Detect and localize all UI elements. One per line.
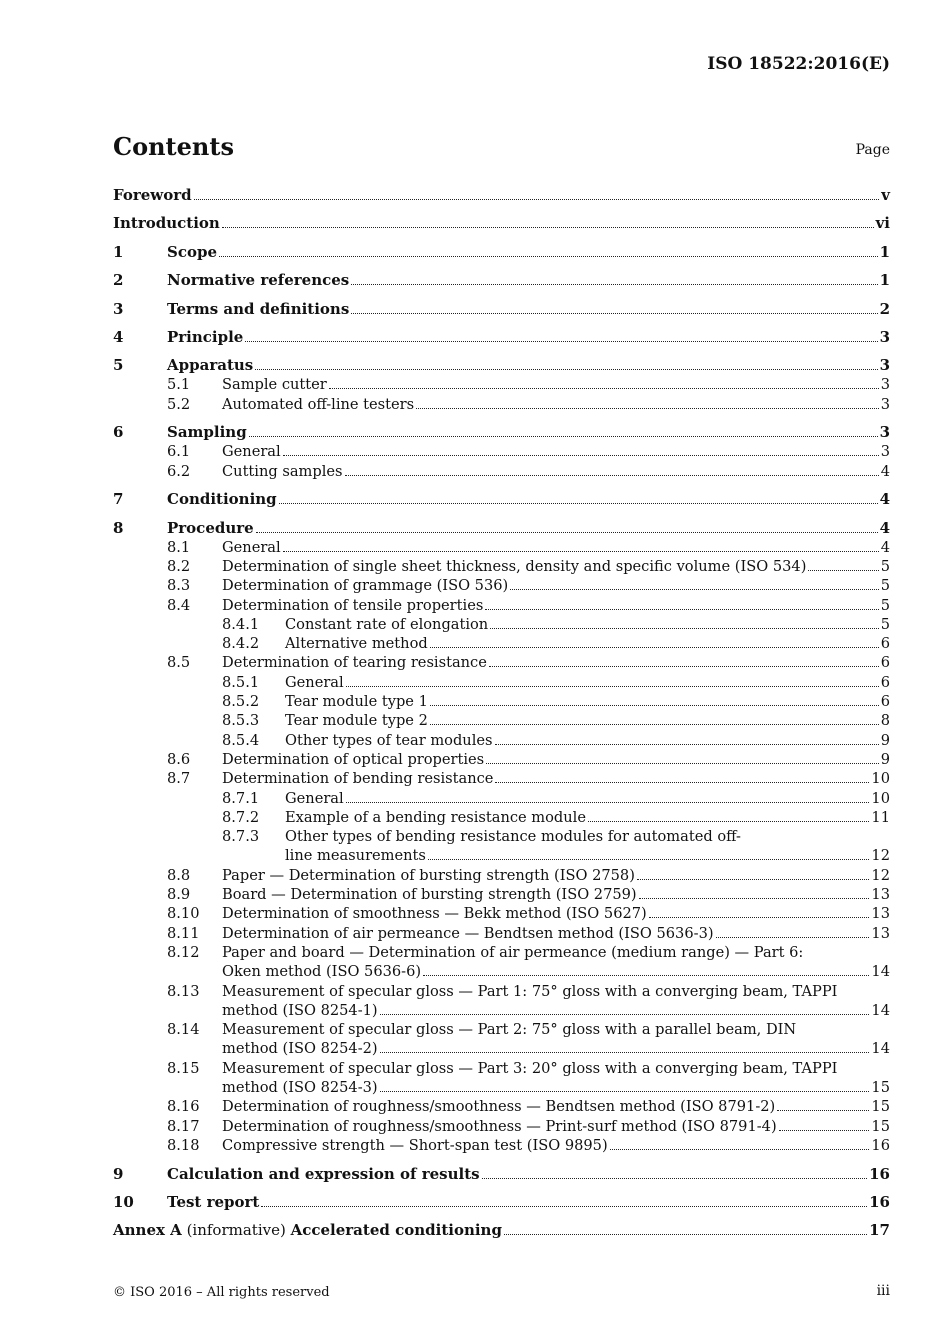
- toc-entry-title: Test report: [167, 1192, 260, 1211]
- toc-entry[interactable]: [113, 1136, 890, 1155]
- toc-entry-title: Determination of grammage (ISO 536): [222, 577, 509, 595]
- toc-entry[interactable]: [113, 750, 890, 769]
- dot-leader: [808, 570, 878, 571]
- toc-entry-title: Determination of roughness/smoothness — Print-surf method (ISO 8791-4): [222, 1117, 777, 1135]
- toc-entry-page: 17: [869, 1221, 890, 1240]
- toc-entry-number: 10: [113, 1192, 134, 1211]
- toc-entry[interactable]: [113, 634, 890, 653]
- toc-entry-page: 4: [880, 538, 890, 556]
- toc-entry-title-line1: Measurement of specular gloss — Part 2: 75° gloss with a parallel beam, DIN: [222, 1021, 797, 1039]
- dot-leader: [428, 859, 870, 860]
- toc-entry-page: 14: [871, 1001, 890, 1019]
- toc-entry-title: Determination of smoothness — Bekk method (ISO 5627): [222, 905, 647, 923]
- toc-entry[interactable]: [113, 1164, 890, 1184]
- dot-leader: [485, 609, 878, 610]
- toc-entry-title: Terms and definitions: [167, 299, 350, 318]
- dot-leader: [777, 1110, 869, 1111]
- toc-entry-title-line1: Paper and board — Determination of air permeance (medium range) — Part 6:: [222, 943, 804, 961]
- toc-entry[interactable]: [113, 185, 890, 205]
- toc-entry-page: 4: [880, 462, 890, 480]
- toc-entry[interactable]: [113, 904, 890, 923]
- dot-leader: [346, 686, 879, 687]
- toc-entry-number: 8.5.4: [222, 731, 260, 749]
- toc-entry-number: 8.4.2: [222, 635, 260, 653]
- dot-leader: [345, 475, 879, 476]
- toc-entry-title: Sample cutter: [222, 376, 327, 394]
- toc-entry-page: 10: [871, 789, 890, 807]
- toc-entry-title: Tear module type 1: [285, 693, 428, 711]
- toc-entry-title: Foreword: [113, 186, 192, 204]
- toc-entry[interactable]: [113, 242, 890, 262]
- toc-entry-title: Example of a bending resistance module: [285, 808, 586, 826]
- dot-leader: [255, 369, 877, 370]
- toc-entry[interactable]: [113, 442, 890, 461]
- dot-leader: [283, 551, 879, 552]
- toc-entry[interactable]: [113, 692, 890, 711]
- toc-entry[interactable]: [113, 422, 890, 442]
- toc-entry-title: Normative references: [167, 271, 350, 290]
- dot-leader: [610, 1149, 870, 1150]
- dot-leader: [256, 532, 878, 533]
- toc-entry-page: 3: [879, 423, 890, 442]
- toc-entry-title: method (ISO 8254-1): [222, 1001, 378, 1019]
- toc-entry-title: Sampling: [167, 423, 247, 442]
- dot-leader: [351, 313, 877, 314]
- dot-leader: [489, 666, 879, 667]
- dot-leader: [649, 917, 870, 918]
- toc-entry-title: Determination of tensile properties: [222, 596, 484, 614]
- toc-entry-page: 1: [879, 271, 890, 290]
- toc-entry[interactable]: [113, 489, 890, 509]
- toc-entry[interactable]: [113, 943, 890, 982]
- dot-leader: [279, 503, 878, 504]
- toc-entry-title: Other types of tear modules: [285, 731, 493, 749]
- toc-entry-number: 9: [113, 1164, 124, 1183]
- toc-entry[interactable]: [113, 462, 890, 481]
- toc-entry-title: Determination of roughness/smoothness — Bendtsen method (ISO 8791-2): [222, 1098, 776, 1116]
- dot-leader: [482, 1178, 868, 1179]
- toc-entry-number: 5.1: [167, 376, 191, 394]
- toc-entry-number: 8.7.2: [222, 808, 260, 826]
- toc-entry-title: Apparatus: [167, 356, 254, 375]
- toc-entry-page: 13: [871, 886, 890, 904]
- toc-entry[interactable]: [113, 1020, 890, 1059]
- toc-entry[interactable]: [113, 885, 890, 904]
- dot-leader: [588, 821, 869, 822]
- toc-entry-number: 8.14: [167, 1021, 200, 1039]
- toc-entry-page: 5: [880, 577, 890, 595]
- toc-entry-page: 5: [880, 558, 890, 575]
- toc-entry[interactable]: [113, 1192, 890, 1212]
- toc-entry-number: 8.10: [167, 905, 200, 923]
- toc-entry-number: 8.13: [167, 982, 200, 1000]
- toc-entry-page: 3: [880, 443, 890, 461]
- toc-entry[interactable]: [113, 355, 890, 375]
- toc-entry-page: 11: [871, 808, 890, 826]
- toc-entry-page: 10: [871, 770, 890, 788]
- toc-entry[interactable]: [113, 866, 890, 885]
- toc-entry-page: 8: [880, 712, 890, 730]
- annex-label: Annex A: [113, 1221, 182, 1240]
- toc-entry-title: Constant rate of elongation: [285, 615, 489, 633]
- toc-entry-page: 6: [880, 635, 890, 653]
- toc-entry-page: 13: [871, 905, 890, 923]
- toc-entry-title: Principle: [167, 327, 244, 346]
- toc-entry-page: 16: [869, 1164, 890, 1183]
- dot-leader: [430, 647, 879, 648]
- toc-entry-title: line measurements: [285, 847, 426, 865]
- toc-entry[interactable]: [113, 299, 890, 319]
- toc-entry-number: 8.4.1: [222, 615, 260, 633]
- toc-entry-number: 3: [113, 299, 124, 318]
- toc-entry-page: 3: [880, 376, 890, 394]
- toc-entry-number: 8.7: [167, 770, 191, 788]
- toc-entry-title-line1: Measurement of specular gloss — Part 3: 20° gloss with a converging beam, TAPPI: [222, 1059, 838, 1077]
- footer-copyright: © ISO 2016 – All rights reserved: [113, 1285, 330, 1300]
- dot-leader: [380, 1014, 870, 1015]
- toc-entry[interactable]: [113, 1059, 890, 1098]
- toc-entry[interactable]: [113, 1097, 890, 1116]
- toc-entry-title: Determination of optical properties: [222, 750, 485, 768]
- toc-entry-page: 6: [880, 673, 890, 691]
- toc-entry-number: 8.17: [167, 1117, 200, 1135]
- dot-leader: [380, 1052, 870, 1053]
- toc-entry-title: Determination of air permeance — Bendtsen method (ISO 5636-3): [222, 924, 714, 942]
- toc-entry-number: 8.8: [167, 866, 191, 884]
- toc-entry-number: 8.18: [167, 1136, 200, 1154]
- toc-entry-number: 8.4: [167, 596, 191, 614]
- toc-entry-page: 4: [879, 490, 890, 509]
- toc-entry-page: 4: [879, 518, 890, 537]
- toc-entry-number: 6.1: [167, 443, 191, 461]
- toc-entry-title: Automated off-line testers: [222, 395, 415, 413]
- toc-entry-number: 8.1: [167, 538, 191, 556]
- toc-entry-title-line1: Measurement of specular gloss — Part 1: 75° gloss with a converging beam, TAPPI: [222, 982, 838, 1000]
- toc-entry-number: 8.5.2: [222, 693, 260, 711]
- toc-entry-page: 2: [879, 299, 890, 318]
- footer-page-number: iii: [876, 1283, 890, 1299]
- dot-leader: [423, 975, 869, 976]
- toc-entry-page: 3: [879, 327, 890, 346]
- toc-entry-title: Introduction: [113, 214, 220, 233]
- toc-entry-number: 1: [113, 242, 124, 261]
- toc-entry-number: 8.12: [167, 943, 200, 961]
- toc-entry-page: 12: [871, 866, 890, 884]
- toc-entry-title: Compressive strength — Short-span test (ISO 9895): [222, 1136, 608, 1154]
- toc-entry[interactable]: [113, 327, 890, 347]
- toc-entry-number: 8.9: [167, 886, 191, 904]
- toc-entry-number: 8.7.3: [222, 828, 260, 846]
- toc-entry[interactable]: [113, 1117, 890, 1136]
- toc-entry-number: 7: [113, 490, 124, 509]
- annex-type: (informative): [181, 1221, 291, 1240]
- toc-entry[interactable]: [113, 789, 890, 808]
- toc-entry-number: 2: [113, 271, 124, 290]
- toc-entry-page: 9: [880, 750, 890, 768]
- toc-entry[interactable]: [113, 596, 890, 615]
- toc-entry-title: General: [222, 538, 281, 556]
- toc-entry-number: 5: [113, 356, 124, 375]
- toc-entry[interactable]: [113, 375, 890, 394]
- dot-leader: [261, 1206, 867, 1207]
- toc-entry[interactable]: [113, 827, 890, 866]
- toc-entry-title: Oken method (ISO 5636-6): [222, 963, 422, 981]
- toc-entry-number: 8.5.3: [222, 712, 260, 730]
- toc-entry-number: 8.5: [167, 654, 191, 672]
- toc-entry-title: method (ISO 8254-2): [222, 1040, 378, 1058]
- toc-entry[interactable]: [113, 518, 890, 538]
- dot-leader: [219, 256, 878, 257]
- dot-leader: [779, 1130, 870, 1131]
- toc-entry-number: 5.2: [167, 395, 191, 413]
- dot-leader: [495, 782, 869, 783]
- dot-leader: [716, 937, 870, 938]
- toc-entry[interactable]: [113, 615, 890, 634]
- toc-entry-title: General: [285, 673, 344, 691]
- dot-leader: [430, 724, 879, 725]
- contents-title: Contents: [113, 132, 234, 161]
- toc-entry-title: Calculation and expression of results: [167, 1164, 480, 1183]
- toc-entry-page: 14: [871, 1040, 890, 1058]
- toc-entry-title: Alternative method: [285, 635, 428, 653]
- toc-entry[interactable]: [113, 673, 890, 692]
- toc-entry[interactable]: [113, 769, 890, 788]
- toc-entry-page: 15: [871, 1098, 890, 1116]
- dot-leader: [490, 628, 879, 629]
- dot-leader: [245, 341, 877, 342]
- toc-entry-number: 8: [113, 518, 124, 537]
- dot-leader: [495, 744, 879, 745]
- dot-leader: [194, 199, 880, 200]
- toc-entry-title: Cutting samples: [222, 462, 343, 480]
- toc-entry[interactable]: [113, 924, 890, 943]
- toc-entry-title: Conditioning: [167, 490, 277, 509]
- table-of-contents: [113, 185, 890, 1240]
- toc-entry-title: Determination of bending resistance: [222, 770, 494, 788]
- toc-entry-number: 8.2: [167, 558, 191, 575]
- toc-entry-page: 13: [871, 924, 890, 942]
- dot-leader: [380, 1091, 870, 1092]
- page-column-label: Page: [855, 142, 890, 158]
- toc-entry[interactable]: [113, 557, 890, 576]
- toc-entry-page: 6: [880, 693, 890, 711]
- dot-leader: [510, 589, 878, 590]
- toc-entry-page: 5: [880, 615, 890, 633]
- toc-entry-number: 8.7.1: [222, 789, 260, 807]
- toc-entry[interactable]: [113, 653, 890, 672]
- toc-entry-number: 8.6: [167, 750, 191, 768]
- toc-entry-page: 9: [880, 731, 890, 749]
- toc-entry-title-line1: Other types of bending resistance modules for automated off-: [285, 828, 741, 846]
- dot-leader: [222, 227, 874, 228]
- toc-entry-page: 12: [871, 847, 890, 865]
- toc-entry-page: 6: [880, 654, 890, 672]
- dot-leader: [430, 705, 879, 706]
- dot-leader: [249, 436, 878, 437]
- toc-entry[interactable]: [113, 808, 890, 827]
- toc-entry-number: 8.3: [167, 577, 191, 595]
- dot-leader: [639, 898, 870, 899]
- toc-entry-page: 3: [879, 356, 890, 375]
- dot-leader: [329, 388, 879, 389]
- dot-leader: [504, 1234, 867, 1235]
- toc-entry[interactable]: [113, 1220, 890, 1240]
- toc-entry-title: method (ISO 8254-3): [222, 1079, 378, 1097]
- toc-entry-page: 15: [871, 1079, 890, 1097]
- toc-entry-title: Determination of single sheet thickness, density and specific volume (ISO 534): [222, 558, 807, 575]
- toc-entry-title: Paper — Determination of bursting strength (ISO 2758): [222, 866, 635, 884]
- toc-entry[interactable]: [113, 576, 890, 595]
- toc-entry[interactable]: [113, 538, 890, 557]
- standard-id: ISO 18522:2016(E): [707, 54, 890, 74]
- toc-entry-title: Determination of tearing resistance: [222, 654, 487, 672]
- toc-entry-page: 5: [880, 596, 890, 614]
- toc-entry-number: 8.15: [167, 1059, 200, 1077]
- dot-leader: [416, 408, 879, 409]
- toc-entry-title: Procedure: [167, 518, 254, 537]
- toc-entry[interactable]: [113, 270, 890, 290]
- toc-entry[interactable]: [113, 731, 890, 750]
- dot-leader: [486, 763, 879, 764]
- toc-entry-title: Accelerated conditioning: [290, 1221, 502, 1240]
- toc-entry-page: 16: [871, 1136, 890, 1154]
- toc-entry-page: 1: [879, 242, 890, 261]
- toc-entry[interactable]: [113, 395, 890, 414]
- toc-entry-page: 14: [871, 963, 890, 981]
- toc-entry-title: General: [222, 443, 281, 461]
- toc-entry[interactable]: [113, 982, 890, 1021]
- toc-entry-number: 8.16: [167, 1098, 200, 1116]
- toc-entry-number: 8.5.1: [222, 673, 260, 691]
- toc-entry-title: Board — Determination of bursting strength (ISO 2759): [222, 886, 637, 904]
- toc-entry-page: 3: [880, 395, 890, 413]
- toc-entry-page: 15: [871, 1117, 890, 1135]
- toc-entry-number: 8.11: [167, 924, 200, 942]
- toc-entry-page: 16: [869, 1192, 890, 1211]
- dot-leader: [351, 284, 877, 285]
- toc-entry-title: General: [285, 789, 344, 807]
- toc-entry-page: vi: [875, 214, 890, 233]
- toc-entry-number: 4: [113, 327, 124, 346]
- dot-leader: [637, 879, 870, 880]
- toc-entry-page: v: [881, 186, 890, 204]
- toc-entry-title: Scope: [167, 242, 218, 261]
- dot-leader: [346, 802, 870, 803]
- toc-entry-number: 6.2: [167, 462, 191, 480]
- toc-entry-number: 6: [113, 423, 124, 442]
- toc-entry[interactable]: [113, 711, 890, 730]
- dot-leader: [283, 455, 879, 456]
- toc-entry-title: Tear module type 2: [285, 712, 428, 730]
- toc-entry[interactable]: [113, 213, 890, 233]
